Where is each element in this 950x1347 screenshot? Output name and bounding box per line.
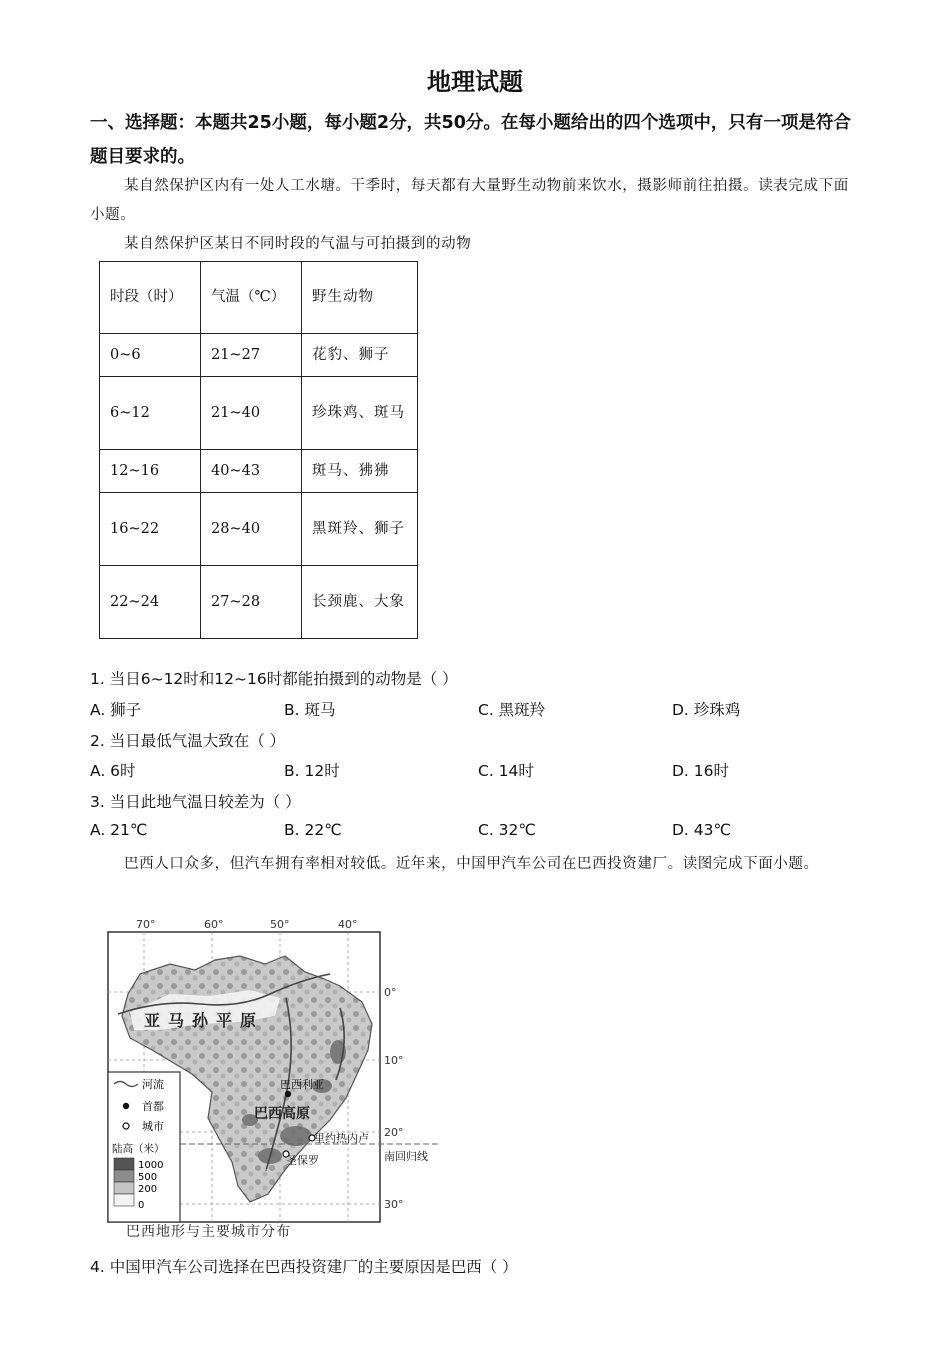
cell-animals: 长颈鹿、大象 (302, 566, 418, 639)
cell-animals: 斑马、狒狒 (302, 450, 418, 493)
option-b: B. 斑马 (284, 701, 336, 719)
cell-animals: 珍珠鸡、斑马 (302, 377, 418, 450)
option-b: B. 12时 (284, 762, 340, 780)
cell-period: 6~12 (100, 377, 201, 450)
cell-temp: 28~40 (201, 493, 302, 566)
lon-label: 50° (270, 918, 290, 931)
legend-level: 200 (138, 1184, 158, 1195)
city-label: 巴西利亚 (280, 1078, 324, 1091)
option-d: D. 16时 (672, 762, 730, 780)
region-label-highland: 巴西高原 (254, 1106, 310, 1122)
cell-period: 16~22 (100, 493, 201, 566)
elevation-swatch-1000 (114, 1158, 134, 1170)
question-4-stem: 4. 中国甲汽车公司选择在巴西投资建厂的主要原因是巴西（ ） (90, 1258, 518, 1276)
table-row (100, 377, 418, 450)
lon-label: 60° (204, 918, 224, 931)
option-a: A. 6时 (90, 762, 136, 780)
elevation-swatch-0 (114, 1194, 134, 1206)
section-heading: 一、选择题：本题共25小题，每小题2分，共50分。在每小题给出的四个选项中，只有一项是符合题目要求的。 (90, 113, 851, 167)
lat-label: 0° (384, 986, 397, 999)
cell-period: 22~24 (100, 566, 201, 639)
cell-temp: 27~28 (201, 566, 302, 639)
table-header-row (100, 262, 418, 334)
city-icon (123, 1123, 129, 1129)
header-animals: 野生动物 (302, 262, 418, 334)
header-temp: 气温（℃） (201, 262, 302, 334)
cell-temp: 40~43 (201, 450, 302, 493)
legend-level: 500 (138, 1172, 158, 1183)
cell-animals: 黑斑羚、狮子 (302, 493, 418, 566)
cell-period: 12~16 (100, 450, 201, 493)
lat-label: 30° (384, 1198, 404, 1211)
cell-temp: 21~27 (201, 334, 302, 377)
legend-city: 城市 (142, 1120, 164, 1133)
elevation-swatch-200 (114, 1182, 134, 1194)
table-row (100, 493, 418, 566)
legend-level: 1000 (138, 1160, 164, 1171)
lat-label: 20° (384, 1126, 404, 1139)
option-d: D. 珍珠鸡 (672, 701, 741, 719)
table-row (100, 566, 418, 639)
table-row (100, 334, 418, 377)
cell-period: 0~6 (100, 334, 201, 377)
page-title: 地理试题 (427, 68, 523, 96)
question-1-stem: 1. 当日6~12时和12~16时都能拍摄到的动物是（ ） (90, 670, 458, 688)
legend-capital: 首都 (142, 1100, 164, 1113)
question-2-stem: 2. 当日最低气温大致在（ ） (90, 732, 286, 750)
data-table (99, 261, 418, 639)
legend-level: 0 (138, 1200, 145, 1211)
option-c: C. 14时 (478, 762, 534, 780)
lon-label: 70° (136, 918, 156, 931)
lat-label: 10° (384, 1054, 404, 1067)
brazil-map (100, 912, 450, 1242)
region-label-amazon: 亚马孙平原 (144, 1011, 265, 1030)
city-label: 里约热内卢 (314, 1132, 369, 1145)
intro-paragraph-2: 巴西人口众多，但汽车拥有率相对较低。近年来，中国甲汽车公司在巴西投资建厂。读图完成下面小题。 (124, 856, 819, 872)
legend-river: 河流 (142, 1078, 164, 1091)
capital-icon (123, 1103, 129, 1109)
option-c: C. 32℃ (478, 821, 536, 839)
option-d: D. 43℃ (672, 821, 731, 839)
table-caption: 某自然保护区某日不同时段的气温与可拍摄到的动物 (124, 236, 472, 252)
header-period: 时段（时） (100, 262, 201, 334)
capital-marker (285, 1091, 291, 1097)
option-b: B. 22℃ (284, 821, 342, 839)
intro-paragraph-1: 某自然保护区内有一处人工水塘。干季时，每天都有大量野生动物前来饮水，摄影师前往拍摄。读表完成下面小题。 (90, 178, 849, 223)
option-a: A. 21℃ (90, 821, 148, 839)
cell-animals: 花豹、狮子 (302, 334, 418, 377)
cell-temp: 21~40 (201, 377, 302, 450)
legend-elevation-title: 陆高（米） (112, 1143, 165, 1155)
option-a: A. 狮子 (90, 701, 142, 719)
elevation-swatch-500 (114, 1170, 134, 1182)
lon-label: 40° (338, 918, 358, 931)
question-3-stem: 3. 当日此地气温日较差为（ ） (90, 793, 301, 811)
tropic-label: 南回归线 (384, 1150, 428, 1163)
city-label: 圣保罗 (286, 1154, 319, 1167)
table-row (100, 450, 418, 493)
option-c: C. 黑斑羚 (478, 701, 546, 719)
map-caption: 巴西地形与主要城市分布 (126, 1224, 291, 1240)
